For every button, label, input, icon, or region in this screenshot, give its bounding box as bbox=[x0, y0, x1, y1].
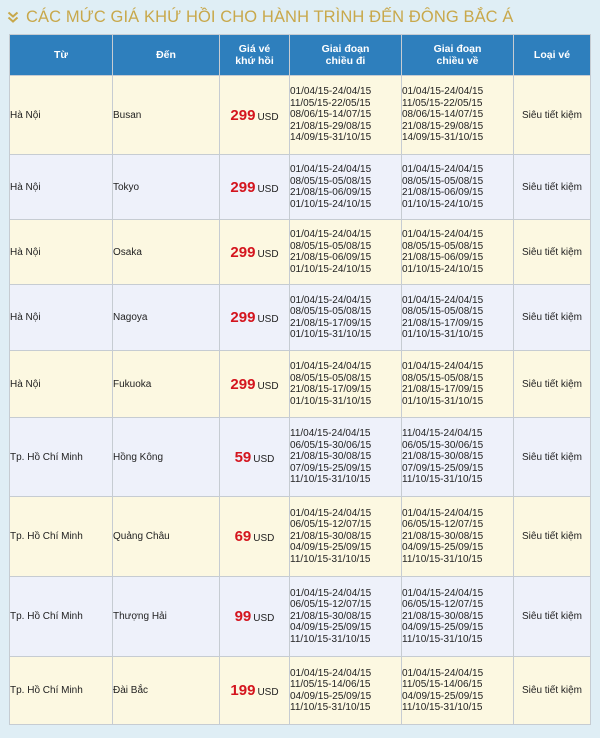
table-row bbox=[10, 657, 591, 725]
price-currency: USD bbox=[257, 314, 279, 325]
origin-city: Tp. Hồ Chí Minh bbox=[10, 685, 83, 696]
price-currency: USD bbox=[257, 183, 279, 195]
price-amount: 299 bbox=[230, 106, 256, 124]
return-period: 01/04/15-24/04/15 bbox=[402, 86, 484, 98]
table-row bbox=[10, 285, 591, 351]
destination-cell bbox=[113, 657, 220, 725]
outbound-period: 11/05/15-22/05/15 bbox=[290, 97, 371, 109]
ticket-type: Siêu tiết kiệm bbox=[521, 531, 583, 542]
origin-city: Tp. Hồ Chí Minh bbox=[10, 531, 83, 542]
origin-cell bbox=[10, 418, 113, 497]
outbound-period: 01/04/15-24/04/15 bbox=[290, 667, 372, 679]
return-period: 01/04/15-24/04/15 bbox=[402, 294, 484, 306]
destination-city: Thượng Hải bbox=[113, 611, 167, 622]
destination-cell bbox=[113, 285, 220, 351]
return-period: 21/08/15-17/09/15 bbox=[402, 317, 484, 329]
origin-city: Hà Nội bbox=[10, 181, 41, 193]
return-period: 21/08/15-06/09/15 bbox=[402, 252, 484, 263]
outbound-period: 11/04/15-24/04/15 bbox=[290, 428, 371, 440]
price-currency: USD bbox=[257, 687, 279, 698]
table-row bbox=[10, 577, 591, 657]
outbound-period: 01/04/15-24/04/15 bbox=[290, 294, 372, 306]
return-period: 08/05/15-05/08/15 bbox=[402, 372, 484, 384]
outbound-periods-cell bbox=[290, 497, 402, 577]
return-period: 11/04/15-24/04/15 bbox=[402, 428, 483, 440]
fare-table-body bbox=[10, 76, 591, 725]
outbound-periods-cell bbox=[290, 577, 402, 657]
outbound-period: 11/10/15-31/10/15 bbox=[290, 474, 371, 486]
price-cell bbox=[220, 155, 290, 220]
ticket-type: Siêu tiết kiệm bbox=[521, 246, 583, 258]
destination-cell bbox=[113, 497, 220, 577]
return-period: 21/08/15-17/09/15 bbox=[402, 384, 484, 395]
return-period: 21/08/15-06/09/15 bbox=[402, 187, 484, 198]
table-row bbox=[10, 155, 591, 220]
outbound-period: 21/08/15-30/08/15 bbox=[290, 610, 372, 622]
return-periods-cell bbox=[402, 285, 514, 351]
destination-cell bbox=[113, 418, 220, 497]
return-period: 06/05/15-30/06/15 bbox=[402, 439, 484, 451]
outbound-period: 21/08/15-17/09/15 bbox=[290, 384, 372, 395]
price-amount: 299 bbox=[230, 178, 256, 196]
outbound-period: 01/10/15-31/10/15 bbox=[290, 329, 372, 340]
price-currency: USD bbox=[253, 533, 275, 544]
destination-city: Quảng Châu bbox=[113, 531, 170, 542]
outbound-period: 01/10/15-24/10/15 bbox=[290, 263, 372, 275]
outbound-period: 21/08/15-06/09/15 bbox=[290, 252, 372, 263]
return-period: 07/09/15-25/09/15 bbox=[402, 462, 484, 474]
page-title: CÁC MỨC GIÁ KHỨ HỒI CHO HÀNH TRÌNH ĐẾN ĐÔNG BẮC Á bbox=[26, 7, 514, 26]
header-to: Đến bbox=[113, 35, 220, 76]
price-currency: USD bbox=[257, 248, 279, 260]
ticket-type-cell bbox=[514, 497, 591, 577]
origin-city: Tp. Hồ Chí Minh bbox=[10, 611, 83, 622]
ticket-type: Siêu tiết kiệm bbox=[521, 181, 583, 193]
price-currency: USD bbox=[257, 111, 279, 123]
return-period: 01/04/15-24/04/15 bbox=[402, 164, 484, 175]
outbound-period: 01/04/15-24/04/15 bbox=[290, 164, 372, 175]
outbound-period: 21/08/15-17/09/15 bbox=[290, 317, 372, 329]
ticket-type-cell bbox=[514, 351, 591, 418]
outbound-period: 06/05/15-30/06/15 bbox=[290, 439, 372, 451]
origin-cell bbox=[10, 285, 113, 351]
return-period: 08/05/15-05/08/15 bbox=[402, 306, 484, 317]
outbound-period: 14/09/15-31/10/15 bbox=[290, 132, 372, 144]
outbound-period: 01/10/15-31/10/15 bbox=[290, 395, 372, 407]
outbound-period: 21/08/15-30/08/15 bbox=[290, 530, 372, 542]
header-outbound-period: Giai đoạn chiều đi bbox=[290, 35, 402, 76]
return-period: 01/04/15-24/04/15 bbox=[402, 229, 484, 240]
ticket-type: Siêu tiết kiệm bbox=[521, 451, 583, 463]
origin-city: Hà Nội bbox=[10, 378, 41, 390]
price-cell bbox=[220, 220, 290, 285]
return-periods-cell bbox=[402, 497, 514, 577]
outbound-period: 06/05/15-12/07/15 bbox=[290, 519, 372, 531]
ticket-type-cell bbox=[514, 285, 591, 351]
ticket-type-cell bbox=[514, 418, 591, 497]
price-cell bbox=[220, 418, 290, 497]
outbound-period: 08/05/15-05/08/15 bbox=[290, 306, 372, 317]
destination-city: Fukuoka bbox=[113, 378, 152, 390]
ticket-type: Siêu tiết kiệm bbox=[521, 109, 583, 121]
origin-cell bbox=[10, 76, 113, 155]
price-cell bbox=[220, 351, 290, 418]
outbound-period: 06/05/15-12/07/15 bbox=[290, 599, 372, 611]
outbound-period: 21/08/15-06/09/15 bbox=[290, 187, 372, 198]
header-price: Giá vé khứ hồi bbox=[220, 35, 290, 76]
return-period: 01/04/15-24/04/15 bbox=[402, 507, 484, 519]
price-cell bbox=[220, 657, 290, 725]
destination-city: Osaka bbox=[113, 246, 142, 258]
destination-cell bbox=[113, 577, 220, 657]
destination-cell bbox=[113, 220, 220, 285]
return-period: 06/05/15-12/07/15 bbox=[402, 599, 484, 611]
destination-city: Tokyo bbox=[113, 181, 140, 193]
price-cell bbox=[220, 285, 290, 351]
outbound-period: 21/08/15-30/08/15 bbox=[290, 451, 372, 463]
table-row bbox=[10, 418, 591, 497]
origin-cell bbox=[10, 497, 113, 577]
outbound-periods-cell bbox=[290, 418, 402, 497]
ticket-type: Siêu tiết kiệm bbox=[521, 685, 583, 696]
ticket-type: Siêu tiết kiệm bbox=[521, 378, 583, 390]
price-amount: 99 bbox=[234, 608, 252, 625]
origin-cell bbox=[10, 155, 113, 220]
destination-city: Hồng Kông bbox=[113, 451, 164, 463]
outbound-period: 08/06/15-14/07/15 bbox=[290, 109, 372, 121]
price-cell bbox=[220, 76, 290, 155]
ticket-type-cell bbox=[514, 76, 591, 155]
price-currency: USD bbox=[257, 380, 279, 392]
return-period: 01/04/15-24/04/15 bbox=[402, 667, 484, 679]
return-period: 01/10/15-31/10/15 bbox=[402, 329, 484, 340]
return-period: 11/10/15-31/10/15 bbox=[402, 702, 483, 713]
return-periods-cell bbox=[402, 577, 514, 657]
ticket-type-cell bbox=[514, 155, 591, 220]
table-header-row bbox=[10, 35, 591, 76]
return-periods-cell bbox=[402, 418, 514, 497]
ticket-type: Siêu tiết kiệm bbox=[521, 611, 583, 622]
return-period: 21/08/15-29/08/15 bbox=[402, 120, 484, 132]
return-periods-cell bbox=[402, 351, 514, 418]
outbound-period: 07/09/15-25/09/15 bbox=[290, 462, 372, 474]
return-period: 21/08/15-30/08/15 bbox=[402, 610, 484, 622]
page-title-bar bbox=[0, 0, 600, 34]
outbound-period: 01/04/15-24/04/15 bbox=[290, 507, 372, 519]
price-currency: USD bbox=[253, 613, 275, 624]
outbound-period: 08/05/15-05/08/15 bbox=[290, 240, 372, 252]
return-periods-cell bbox=[402, 220, 514, 285]
return-period: 14/09/15-31/10/15 bbox=[402, 132, 484, 144]
outbound-period: 11/10/15-31/10/15 bbox=[290, 702, 371, 713]
return-period: 01/10/15-31/10/15 bbox=[402, 395, 484, 407]
return-period: 08/05/15-05/08/15 bbox=[402, 175, 484, 187]
origin-cell bbox=[10, 220, 113, 285]
origin-cell bbox=[10, 351, 113, 418]
outbound-period: 01/10/15-24/10/15 bbox=[290, 198, 372, 210]
table-row bbox=[10, 220, 591, 285]
return-period: 06/05/15-12/07/15 bbox=[402, 519, 484, 531]
return-periods-cell bbox=[402, 76, 514, 155]
destination-cell bbox=[113, 351, 220, 418]
return-period: 04/09/15-25/09/15 bbox=[402, 542, 484, 554]
return-period: 11/05/15-14/06/15 bbox=[402, 679, 483, 690]
origin-cell bbox=[10, 577, 113, 657]
outbound-period: 04/09/15-25/09/15 bbox=[290, 622, 372, 634]
price-amount: 299 bbox=[230, 309, 256, 326]
price-currency: USD bbox=[253, 453, 275, 465]
price-amount: 69 bbox=[234, 528, 252, 545]
outbound-periods-cell bbox=[290, 657, 402, 725]
table-row bbox=[10, 76, 591, 155]
outbound-period: 11/10/15-31/10/15 bbox=[290, 553, 371, 565]
destination-cell bbox=[113, 155, 220, 220]
ticket-type-cell bbox=[514, 577, 591, 657]
outbound-period: 04/09/15-25/09/15 bbox=[290, 542, 372, 554]
outbound-periods-cell bbox=[290, 351, 402, 418]
destination-city: Busan bbox=[113, 109, 142, 121]
origin-cell bbox=[10, 657, 113, 725]
outbound-periods-cell bbox=[290, 76, 402, 155]
outbound-periods-cell bbox=[290, 155, 402, 220]
return-period: 11/10/15-31/10/15 bbox=[402, 553, 483, 565]
header-return-period: Giai đoạn chiều về bbox=[402, 35, 514, 76]
outbound-periods-cell bbox=[290, 285, 402, 351]
origin-city: Tp. Hồ Chí Minh bbox=[10, 451, 83, 463]
ticket-type-cell bbox=[514, 657, 591, 725]
outbound-periods-cell bbox=[290, 220, 402, 285]
table-row bbox=[10, 351, 591, 418]
outbound-period: 08/05/15-05/08/15 bbox=[290, 372, 372, 384]
destination-city: Đài Bắc bbox=[113, 685, 149, 696]
ticket-type: Siêu tiết kiệm bbox=[521, 312, 583, 323]
return-period: 21/08/15-30/08/15 bbox=[402, 530, 484, 542]
outbound-period: 01/04/15-24/04/15 bbox=[290, 361, 372, 372]
return-period: 04/09/15-25/09/15 bbox=[402, 622, 484, 634]
outbound-period: 08/05/15-05/08/15 bbox=[290, 175, 372, 187]
double-chevron-down-icon bbox=[6, 10, 20, 24]
return-period: 01/04/15-24/04/15 bbox=[402, 361, 484, 372]
ticket-type-cell bbox=[514, 220, 591, 285]
return-period: 04/09/15-25/09/15 bbox=[402, 690, 484, 702]
price-amount: 299 bbox=[230, 243, 256, 261]
return-period: 11/05/15-22/05/15 bbox=[402, 97, 483, 109]
price-cell bbox=[220, 497, 290, 577]
price-cell bbox=[220, 577, 290, 657]
outbound-period: 01/04/15-24/04/15 bbox=[290, 587, 372, 599]
outbound-period: 01/04/15-24/04/15 bbox=[290, 229, 372, 240]
price-amount: 199 bbox=[230, 682, 256, 699]
destination-city: Nagoya bbox=[113, 312, 148, 323]
table-row bbox=[10, 497, 591, 577]
header-ticket-type: Loại vé bbox=[514, 35, 591, 76]
return-period: 01/10/15-24/10/15 bbox=[402, 263, 484, 275]
outbound-period: 11/10/15-31/10/15 bbox=[290, 633, 371, 645]
outbound-period: 01/04/15-24/04/15 bbox=[290, 86, 372, 98]
origin-city: Hà Nội bbox=[10, 312, 41, 323]
return-period: 01/10/15-24/10/15 bbox=[402, 198, 484, 210]
origin-city: Hà Nội bbox=[10, 246, 41, 258]
price-amount: 59 bbox=[234, 448, 252, 466]
return-period: 11/10/15-31/10/15 bbox=[402, 474, 483, 486]
return-period: 08/05/15-05/08/15 bbox=[402, 240, 484, 252]
outbound-period: 04/09/15-25/09/15 bbox=[290, 690, 372, 702]
return-periods-cell bbox=[402, 657, 514, 725]
price-amount: 299 bbox=[230, 375, 256, 393]
return-period: 01/04/15-24/04/15 bbox=[402, 587, 484, 599]
outbound-period: 11/05/15-14/06/15 bbox=[290, 679, 371, 690]
fare-table bbox=[9, 34, 591, 725]
return-period: 11/10/15-31/10/15 bbox=[402, 633, 483, 645]
header-from: Từ bbox=[10, 35, 113, 76]
outbound-period: 21/08/15-29/08/15 bbox=[290, 120, 372, 132]
return-period: 21/08/15-30/08/15 bbox=[402, 451, 484, 463]
destination-cell bbox=[113, 76, 220, 155]
origin-city: Hà Nội bbox=[10, 109, 41, 121]
return-periods-cell bbox=[402, 155, 514, 220]
return-period: 08/06/15-14/07/15 bbox=[402, 109, 484, 121]
